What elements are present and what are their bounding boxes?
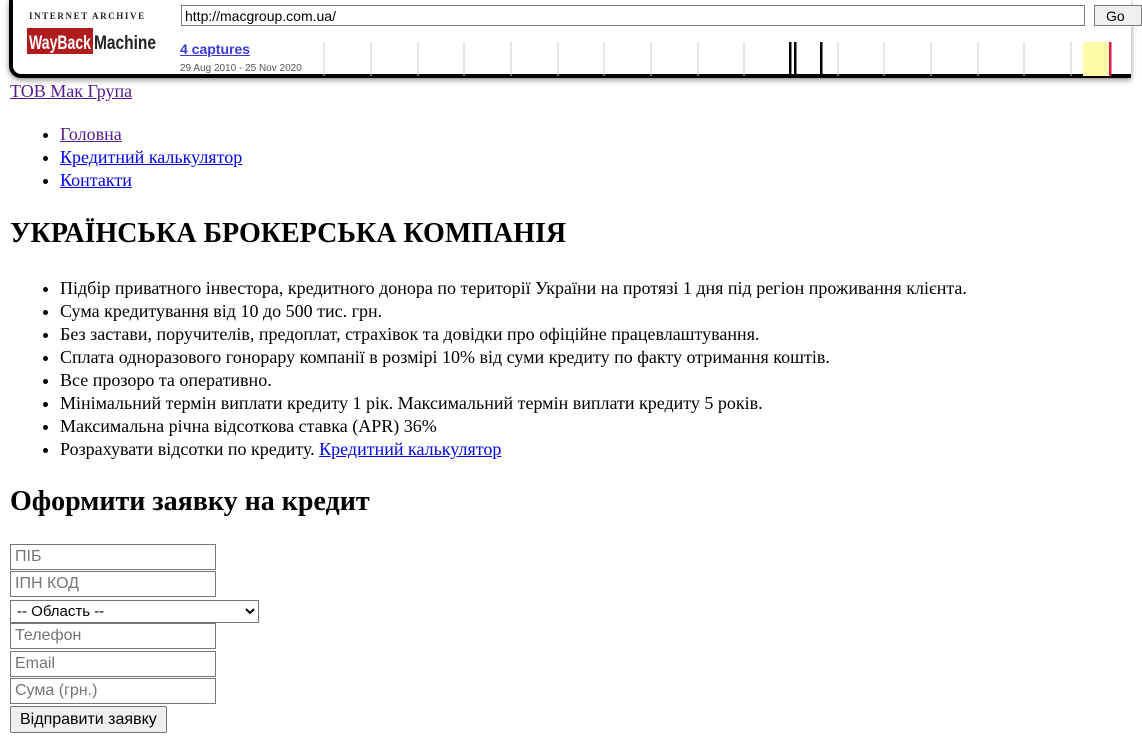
nav-item-home (60, 123, 242, 146)
nav-item-calculator (60, 146, 242, 169)
capture-tick (794, 42, 797, 76)
form-heading: Оформити заявку на кредит (10, 486, 370, 517)
captures-link[interactable]: 4 captures (180, 41, 251, 57)
wayback-machine-logo[interactable] (27, 24, 157, 56)
calculator-prompt-text: Розрахувати відсотки по кредиту. (60, 439, 315, 459)
features-list (10, 277, 967, 461)
nav-link-contacts[interactable]: Контакти (60, 170, 132, 190)
capture-sparkline[interactable] (323, 42, 1105, 76)
amount-input[interactable] (10, 678, 216, 704)
list-item: • Максимальна річна відсоткова ставка (APR) 36% (60, 415, 967, 438)
go-button[interactable]: Go (1094, 5, 1142, 26)
internet-archive-label: INTERNET ARCHIVE (29, 11, 146, 21)
list-item: • Сплата одноразового гонорару компанії в розмірі 10% від суми кредиту по факту отримання коштів. (60, 346, 967, 369)
current-capture-marker (1109, 42, 1112, 76)
list-item: • Сума кредитування від 10 до 500 тис. грн. (60, 300, 967, 323)
site-title-link[interactable]: ТОВ Мак Група (10, 81, 133, 101)
list-item: • Все прозоро та оперативно. (60, 369, 967, 392)
page-title: УКРАЇНСЬКА БРОКЕРСЬКА КОМПАНІЯ (10, 218, 567, 249)
main-nav (10, 123, 242, 192)
capture-tick (789, 42, 792, 76)
region-select[interactable] (10, 600, 259, 623)
wayback-url-input[interactable] (181, 5, 1085, 26)
ipn-input[interactable] (10, 571, 216, 597)
wayback-toolbar (9, 0, 1131, 78)
list-item: • Підбір приватного інвестора, кредитного донора по території України на протязі 1 дня під регіон проживання клієнта. (60, 277, 967, 300)
list-item: • Мінімальний термін виплати кредиту 1 рік. Максимальний термін виплати кредиту 5 років. (60, 392, 967, 415)
current-year-highlight (1083, 42, 1111, 76)
list-item: • Без застави, поручителів, предоплат, страхівок та довідки про офіційне працевлаштування. (60, 323, 967, 346)
nav-link-calculator[interactable]: Кредитний калькулятор (60, 147, 243, 167)
phone-input[interactable] (10, 623, 216, 649)
name-input[interactable] (10, 544, 216, 570)
calculator-link[interactable]: Кредитний калькулятор (319, 439, 502, 459)
nav-link-home[interactable]: Головна (60, 124, 122, 144)
capture-date-range: 29 Aug 2010 - 25 Nov 2020 (180, 63, 302, 74)
svg-text:Machine: Machine (94, 33, 156, 54)
list-item (60, 438, 967, 461)
nav-item-contacts (60, 169, 242, 192)
submit-button[interactable]: Відправити заявку (10, 706, 167, 733)
svg-text:WayBack: WayBack (29, 33, 92, 54)
capture-tick (820, 42, 823, 76)
email-input[interactable] (10, 651, 216, 677)
